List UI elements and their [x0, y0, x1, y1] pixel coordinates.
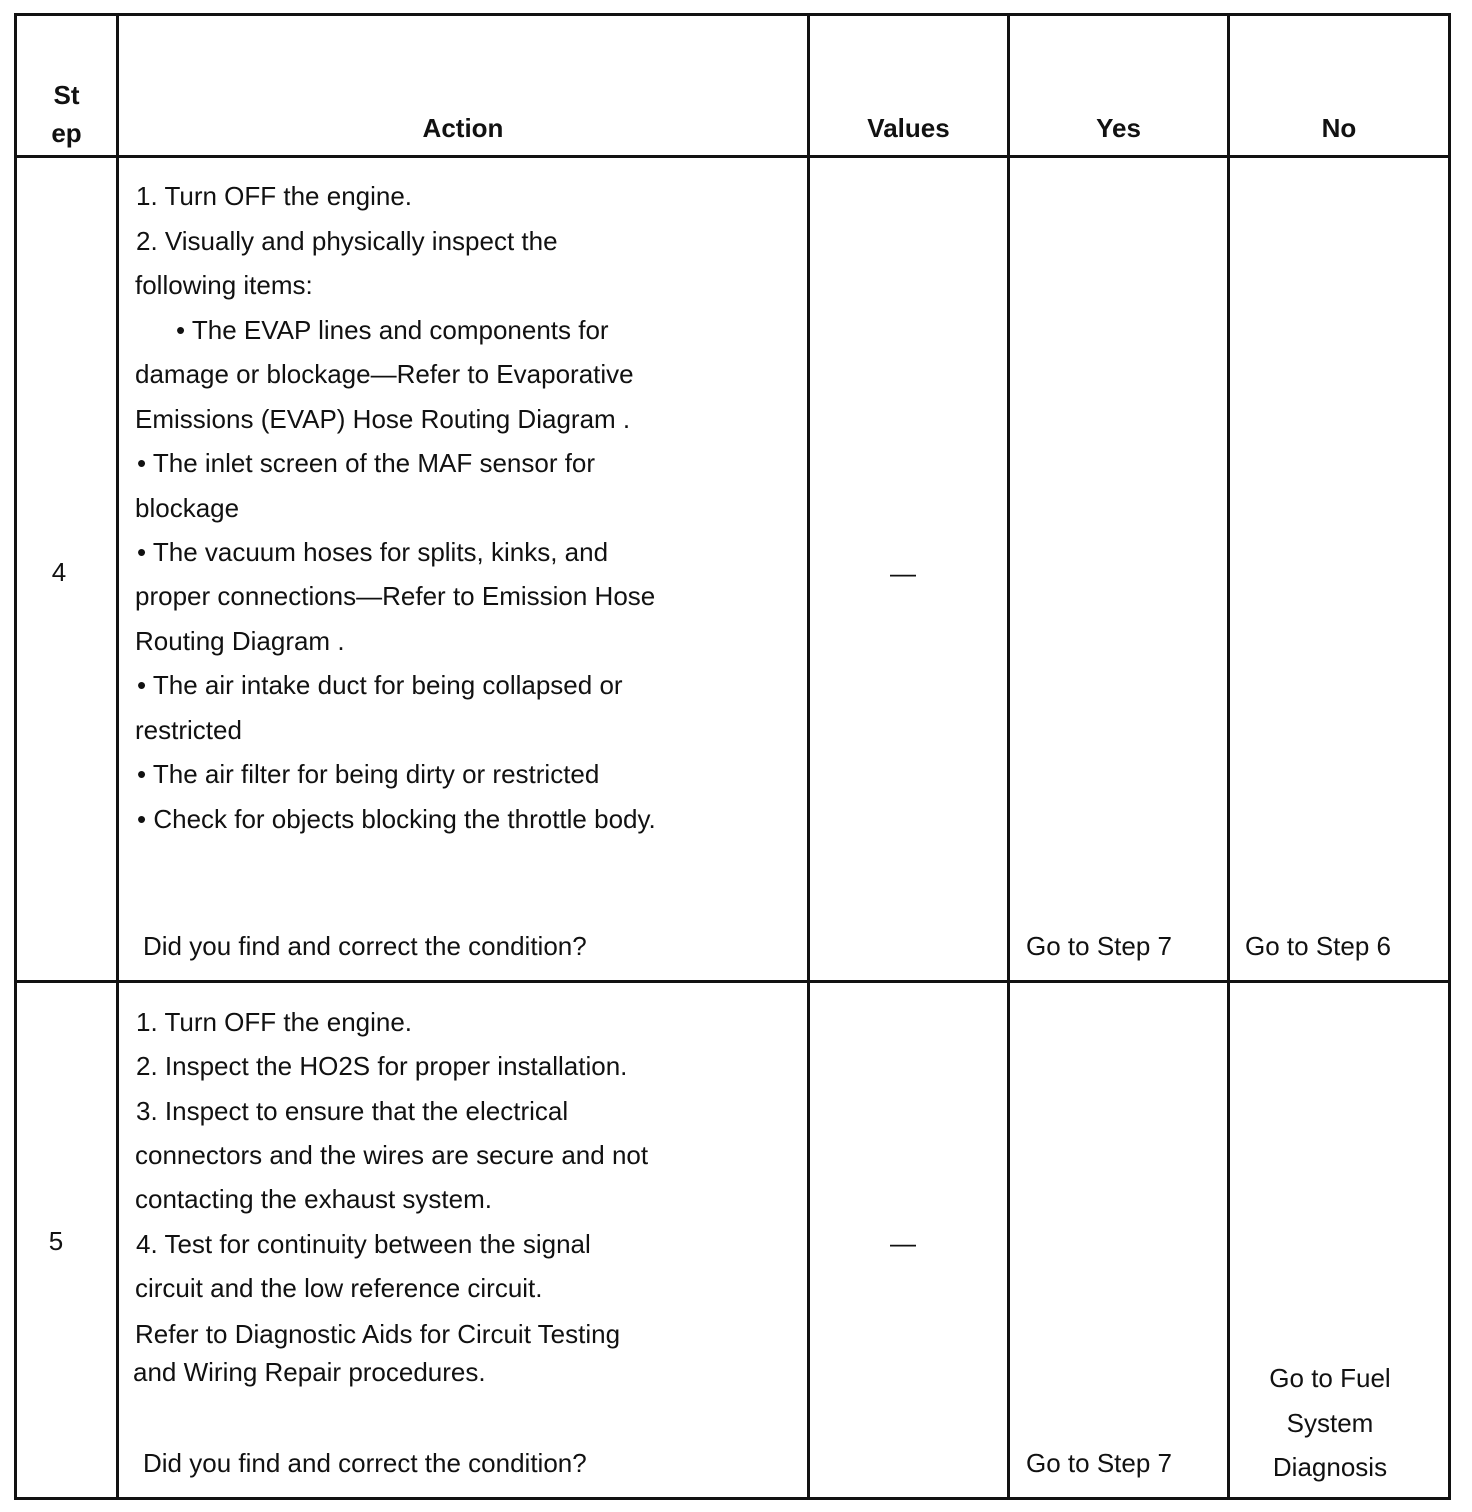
yes-cell: Go to Step 7	[1026, 1448, 1172, 1478]
action-line: • The vacuum hoses for splits, kinks, and	[137, 537, 609, 567]
table-border-bottom	[14, 1497, 1451, 1500]
action-line: restricted	[135, 715, 242, 745]
action-line: • The inlet screen of the MAF sensor for	[137, 448, 596, 478]
no-cell-line: System	[1286, 1407, 1374, 1438]
action-line: damage or blockage—Refer to Evaporative	[135, 359, 634, 389]
action-line: 1. Turn OFF the engine.	[136, 1007, 413, 1037]
action-line: contacting the exhaust system.	[135, 1184, 492, 1214]
action-question: Did you find and correct the condition?	[143, 1448, 587, 1478]
col-divider-step	[116, 13, 119, 1500]
action-line: • Check for objects blocking the throttle body.	[137, 804, 656, 834]
table-border-left	[14, 13, 17, 1500]
col-divider-yes	[1227, 13, 1230, 1500]
header-action: Action	[422, 113, 504, 143]
no-cell-line: Go to Fuel	[1269, 1363, 1391, 1393]
header-values: Values	[867, 113, 950, 143]
action-line: and Wiring Repair procedures.	[133, 1357, 486, 1387]
action-line: 3. Inspect to ensure that the electrical	[136, 1096, 569, 1126]
action-line: following items:	[135, 270, 313, 300]
action-line: 2. Visually and physically inspect the	[136, 226, 558, 256]
values-cell: —	[890, 558, 916, 588]
action-line: blockage	[135, 493, 240, 523]
action-line: Routing Diagram .	[135, 626, 345, 656]
header-step	[17, 76, 116, 152]
action-line: Emissions (EVAP) Hose Routing Diagram .	[135, 404, 631, 434]
table-border-right	[1448, 13, 1451, 1500]
col-divider-action	[807, 13, 810, 1500]
col-divider-values	[1007, 13, 1010, 1500]
header-divider	[14, 155, 1451, 158]
yes-cell: Go to Step 7	[1026, 931, 1172, 961]
action-question: Did you find and correct the condition?	[143, 931, 587, 961]
row-divider	[14, 980, 1451, 983]
action-line: Refer to Diagnostic Aids for Circuit Testing	[135, 1319, 621, 1349]
table-border-top	[14, 13, 1451, 16]
step-number: 5	[48, 1226, 64, 1256]
action-line: • The air filter for being dirty or restricted	[137, 759, 600, 789]
header-yes: Yes	[1096, 113, 1141, 143]
action-line: 2. Inspect the HO2S for proper installation.	[136, 1051, 628, 1081]
no-cell-line: Diagnosis	[1272, 1452, 1388, 1482]
action-line: 1. Turn OFF the engine.	[136, 181, 413, 211]
action-line: proper connections—Refer to Emission Hose	[135, 581, 656, 611]
header-step-line1: St	[53, 80, 80, 110]
no-cell: Go to Step 6	[1245, 931, 1391, 961]
action-line: • The EVAP lines and components for	[176, 315, 609, 345]
header-step-line2: ep	[51, 118, 82, 148]
action-line: circuit and the low reference circuit.	[135, 1273, 543, 1303]
action-line: connectors and the wires are secure and not	[135, 1140, 649, 1170]
no-cell	[1230, 1356, 1430, 1490]
action-line: 4. Test for continuity between the signal	[136, 1229, 591, 1259]
step-number: 4	[51, 557, 67, 587]
action-line: • The air intake duct for being collapsed or	[137, 670, 623, 700]
values-cell: —	[890, 1228, 916, 1258]
header-no: No	[1321, 113, 1357, 143]
